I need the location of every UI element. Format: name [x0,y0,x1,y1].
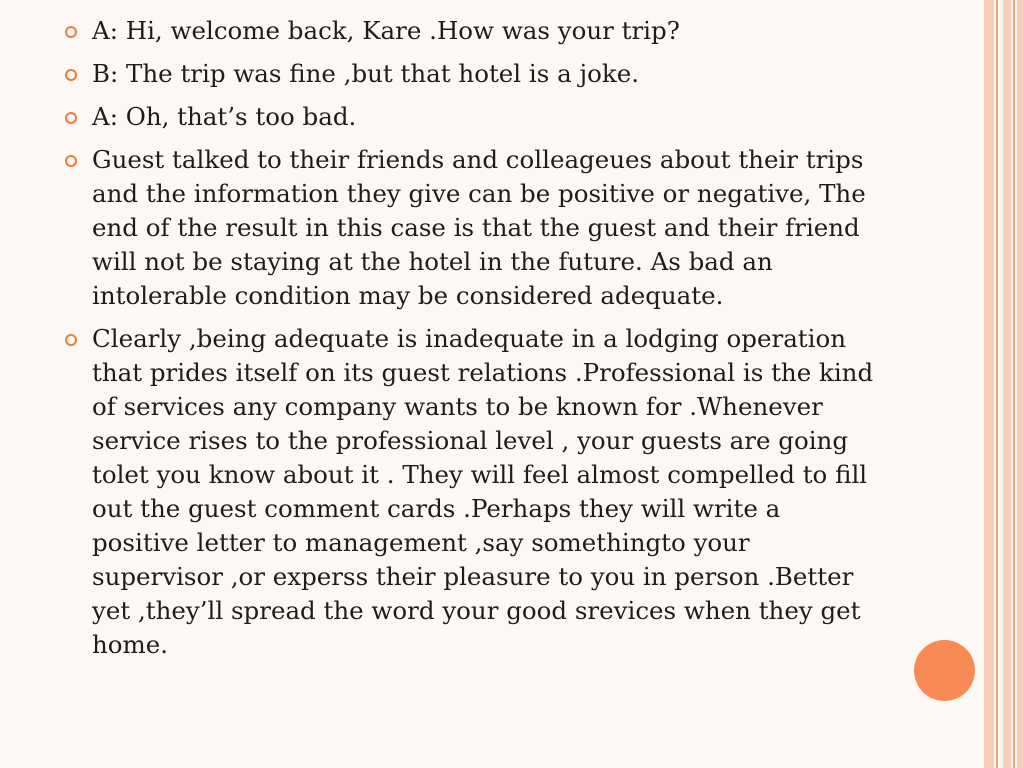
bullet-item [60,57,880,91]
right-border-band [984,0,994,768]
orange-ring-bullet-icon [65,334,77,346]
bullet-item [60,14,880,48]
orange-ring-bullet-icon [65,69,77,81]
right-border-band [1017,0,1024,768]
bullet-list [60,14,880,662]
bullet-text: Clearly ,being adequate is inadequate in a lodging operation that prides itself on its guest relations .Professional is the kind of services any company wants to be known for .Whenever service rises to the professional level , your guests are going tolet you know about it . They will feel almost compelled to fill out the guest comment cards .Perhaps they will write a positive letter to management ,say somethingto your supervisor ,or experss their pleasure to you in person .Better yet ,they’ll spread the word your good srevices when they get home. [92,324,874,659]
bullet-text: A: Hi, welcome back, Kare .How was your trip? [92,16,680,45]
bullet-item [60,322,880,662]
slide-body [60,14,880,671]
bullet-text: Guest talked to their friends and colleageues about their trips and the information they give can be positive or negative, The end of the result in this case is that the guest and their friend will not be staying at the hotel in the future. As bad an intolerable condition may be considered adequate. [92,145,866,310]
decorative-circle [914,640,975,701]
bullet-item [60,100,880,134]
bullet-text: B: The trip was fine ,but that hotel is a joke. [92,59,639,88]
bullet-item [60,143,880,313]
right-border-band [1003,0,1011,768]
orange-ring-bullet-icon [65,112,77,124]
orange-ring-bullet-icon [65,155,77,167]
right-border-line [1013,0,1015,768]
orange-ring-bullet-icon [65,26,77,38]
right-border-line [996,0,998,768]
bullet-text: A: Oh, that’s too bad. [92,102,357,131]
